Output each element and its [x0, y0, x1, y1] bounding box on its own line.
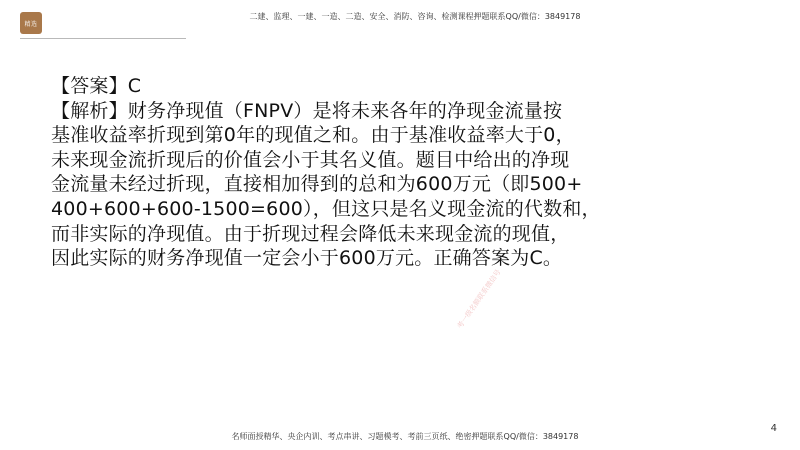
page-number: 4 — [770, 423, 777, 434]
explanation-line: 金流量未经过折现，直接相加得到的总和为600万元（即500+ — [51, 173, 583, 196]
header-contact-text: 二建、监理、一建、一造、二造、安全、消防、咨询、检测课程押题联系QQ/微信：3849178 — [249, 12, 581, 21]
logo-text: 精选 — [24, 20, 38, 28]
explanation-line: 因此实际的财务净现值一定会小于600万元。正确答案为C。 — [51, 247, 563, 270]
header-divider — [20, 38, 186, 39]
footer-contact-text: 名师面授精华、央企内训、考点串讲、习题模考、考前三页纸、绝密押题联系QQ/微信：3849178 — [231, 432, 579, 441]
explanation-line: 400+600+600-1500=600），但这只是名义现金流的代数和， — [51, 197, 601, 220]
explanation-line: 而非实际的净现值。由于折现过程会降低未来现金流的现值， — [51, 222, 570, 245]
answer-explanation — [51, 74, 611, 271]
answer-line: 【答案】C — [51, 75, 142, 97]
explanation-line: 未来现金流折现后的价值会小于其名义值。题目中给出的净现 — [51, 148, 570, 171]
watermark: 考一级名额联系微信号 — [455, 268, 503, 331]
explanation-line: 基准收益率折现到第0年的现值之和。由于基准收益率大于0， — [51, 124, 575, 147]
explanation-line: 【解析】财务净现值（FNPV）是将未来各年的净现金流量按 — [51, 99, 563, 122]
